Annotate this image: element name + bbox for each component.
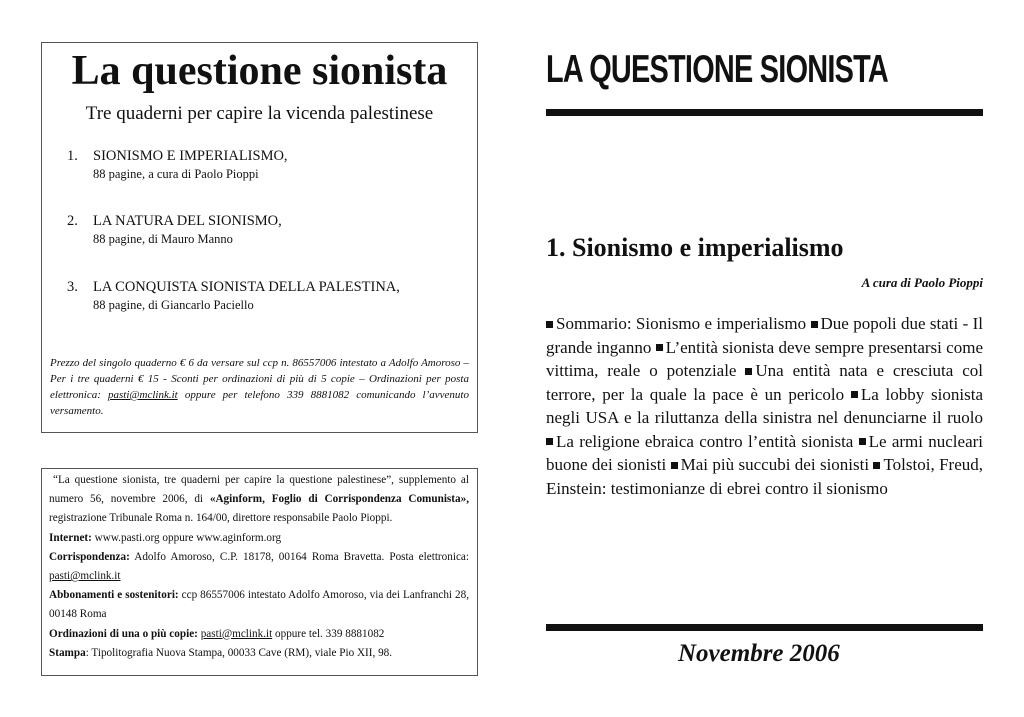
summary-item: Due popoli due stati - Il grande inganno xyxy=(546,314,984,357)
correspondence-label: Corrispondenza: xyxy=(49,550,130,563)
summary-text xyxy=(546,312,983,500)
book-number: 1. xyxy=(67,148,78,164)
imprint-registration: registrazione Tribunale Roma n. 164/00, direttore responsabile Paolo Pioppi. xyxy=(49,512,393,525)
book-number: 2. xyxy=(67,213,78,229)
printing-value: : Tipolitografia Nuova Stampa, 00033 Cave (RM), viale Pio XII, 98. xyxy=(85,646,393,659)
imprint-text xyxy=(49,471,469,663)
book-title: LA CONQUISTA SIONISTA DELLA PALESTINA, xyxy=(93,279,400,295)
subscriptions-value: ccp 86557006 intestato Adolfo Amoroso, via dei Lanfranchi 28, 00148 Roma xyxy=(49,589,469,621)
book-detail: 88 pagine, di Mauro Manno xyxy=(93,232,233,246)
printing-label: Stampa xyxy=(49,646,86,659)
bullet-square-icon xyxy=(811,321,818,328)
page-title: La questione sionista xyxy=(71,48,448,94)
book-item-1 xyxy=(67,148,288,181)
summary-item: Mai più succubi dei sionisti xyxy=(680,455,870,474)
bullet-square-icon xyxy=(546,321,553,328)
cover-header: LA QUESTIONE SIONISTA xyxy=(546,48,889,91)
orders-email-link[interactable]: pasti@mclink.it xyxy=(200,627,273,640)
book-detail: 88 pagine, di Giancarlo Paciello xyxy=(93,298,254,312)
bullet-square-icon xyxy=(745,368,752,375)
internet-value: www.pasti.org oppure www.aginform.org xyxy=(91,531,282,544)
bullet-square-icon xyxy=(656,344,663,351)
footer-rule xyxy=(546,624,983,631)
price-text-end: oppure per telefono 339 8881082 comunicando l’avvenuto versamento. xyxy=(50,389,469,417)
summary-item: Le armi nucleari buone dei sionisti xyxy=(546,431,984,474)
bullet-square-icon xyxy=(546,438,553,445)
issue-date: Novembre 2006 xyxy=(678,640,840,667)
price-note xyxy=(50,355,469,419)
header-rule xyxy=(546,109,983,116)
correspondence-value: Adolfo Amoroso, C.P. 18178, 00164 Roma Bravetta. Posta elettronica: xyxy=(129,550,469,563)
imprint-publication: «Aginform, Foglio di Corrispondenza Comunista», xyxy=(209,493,469,506)
internet-label: Internet: xyxy=(49,531,92,544)
bullet-square-icon xyxy=(873,462,880,469)
summary-item: Sommario: Sionismo e imperialismo xyxy=(556,314,807,333)
book-detail: 88 pagine, a cura di Paolo Pioppi xyxy=(93,167,259,181)
bullet-square-icon xyxy=(851,391,858,398)
bullet-square-icon xyxy=(859,438,866,445)
imprint-intro: “La questione sionista, tre quaderni per capire la questione palestinese”, supplemento al numero 56, novembre 2006, di xyxy=(49,474,469,506)
section-title: 1. Sionismo e imperialismo xyxy=(546,233,844,262)
subscriptions-label: Abbonamenti e sostenitori: xyxy=(49,589,179,602)
summary-item: L’entità sionista deve sempre presentarsi come vittima, reale o potenziale xyxy=(546,337,983,380)
book-item-2 xyxy=(67,213,282,246)
price-email-link[interactable]: pasti@mclink.it xyxy=(108,389,178,401)
book-title: LA NATURA DEL SIONISMO, xyxy=(93,213,282,229)
price-text: Prezzo del singolo quaderno € 6 da versare sul ccp n. 86557006 intestato a Adolfo Amoroso – Per i tre quaderni € 15 - Sconti per ordinazioni di più di 5 copie – Ordinazioni per posta elettronica: xyxy=(50,357,469,401)
book-number: 3. xyxy=(67,279,78,295)
page-subtitle: Tre quaderni per capire la vicenda palestinese xyxy=(85,103,434,124)
correspondence-email-link[interactable]: pasti@mclink.it xyxy=(49,570,121,583)
imprint-panel xyxy=(41,468,478,676)
summary-item: Tolstoi, Freud, Einstein: testimonianze di ebrei contro il sionismo xyxy=(546,455,983,498)
curator-credit: A cura di Paolo Pioppi xyxy=(861,275,983,290)
orders-label: Ordinazioni di una o più copie: xyxy=(49,627,198,640)
books-panel xyxy=(41,42,478,433)
bullet-square-icon xyxy=(671,462,678,469)
book-title: SIONISMO E IMPERIALISMO, xyxy=(93,148,288,164)
summary-item: Una entità nata e cresciuta col terrore, per la quale la pace è un pericolo xyxy=(546,361,983,404)
summary-item: La religione ebraica contro l’entità sionista xyxy=(556,431,854,451)
summary-item: La lobby sionista negli USA e la riluttanza della sinistra nel denunciarne il ruolo xyxy=(546,384,983,427)
book-item-3 xyxy=(67,279,400,312)
orders-value: oppure tel. 339 8881082 xyxy=(272,627,385,640)
